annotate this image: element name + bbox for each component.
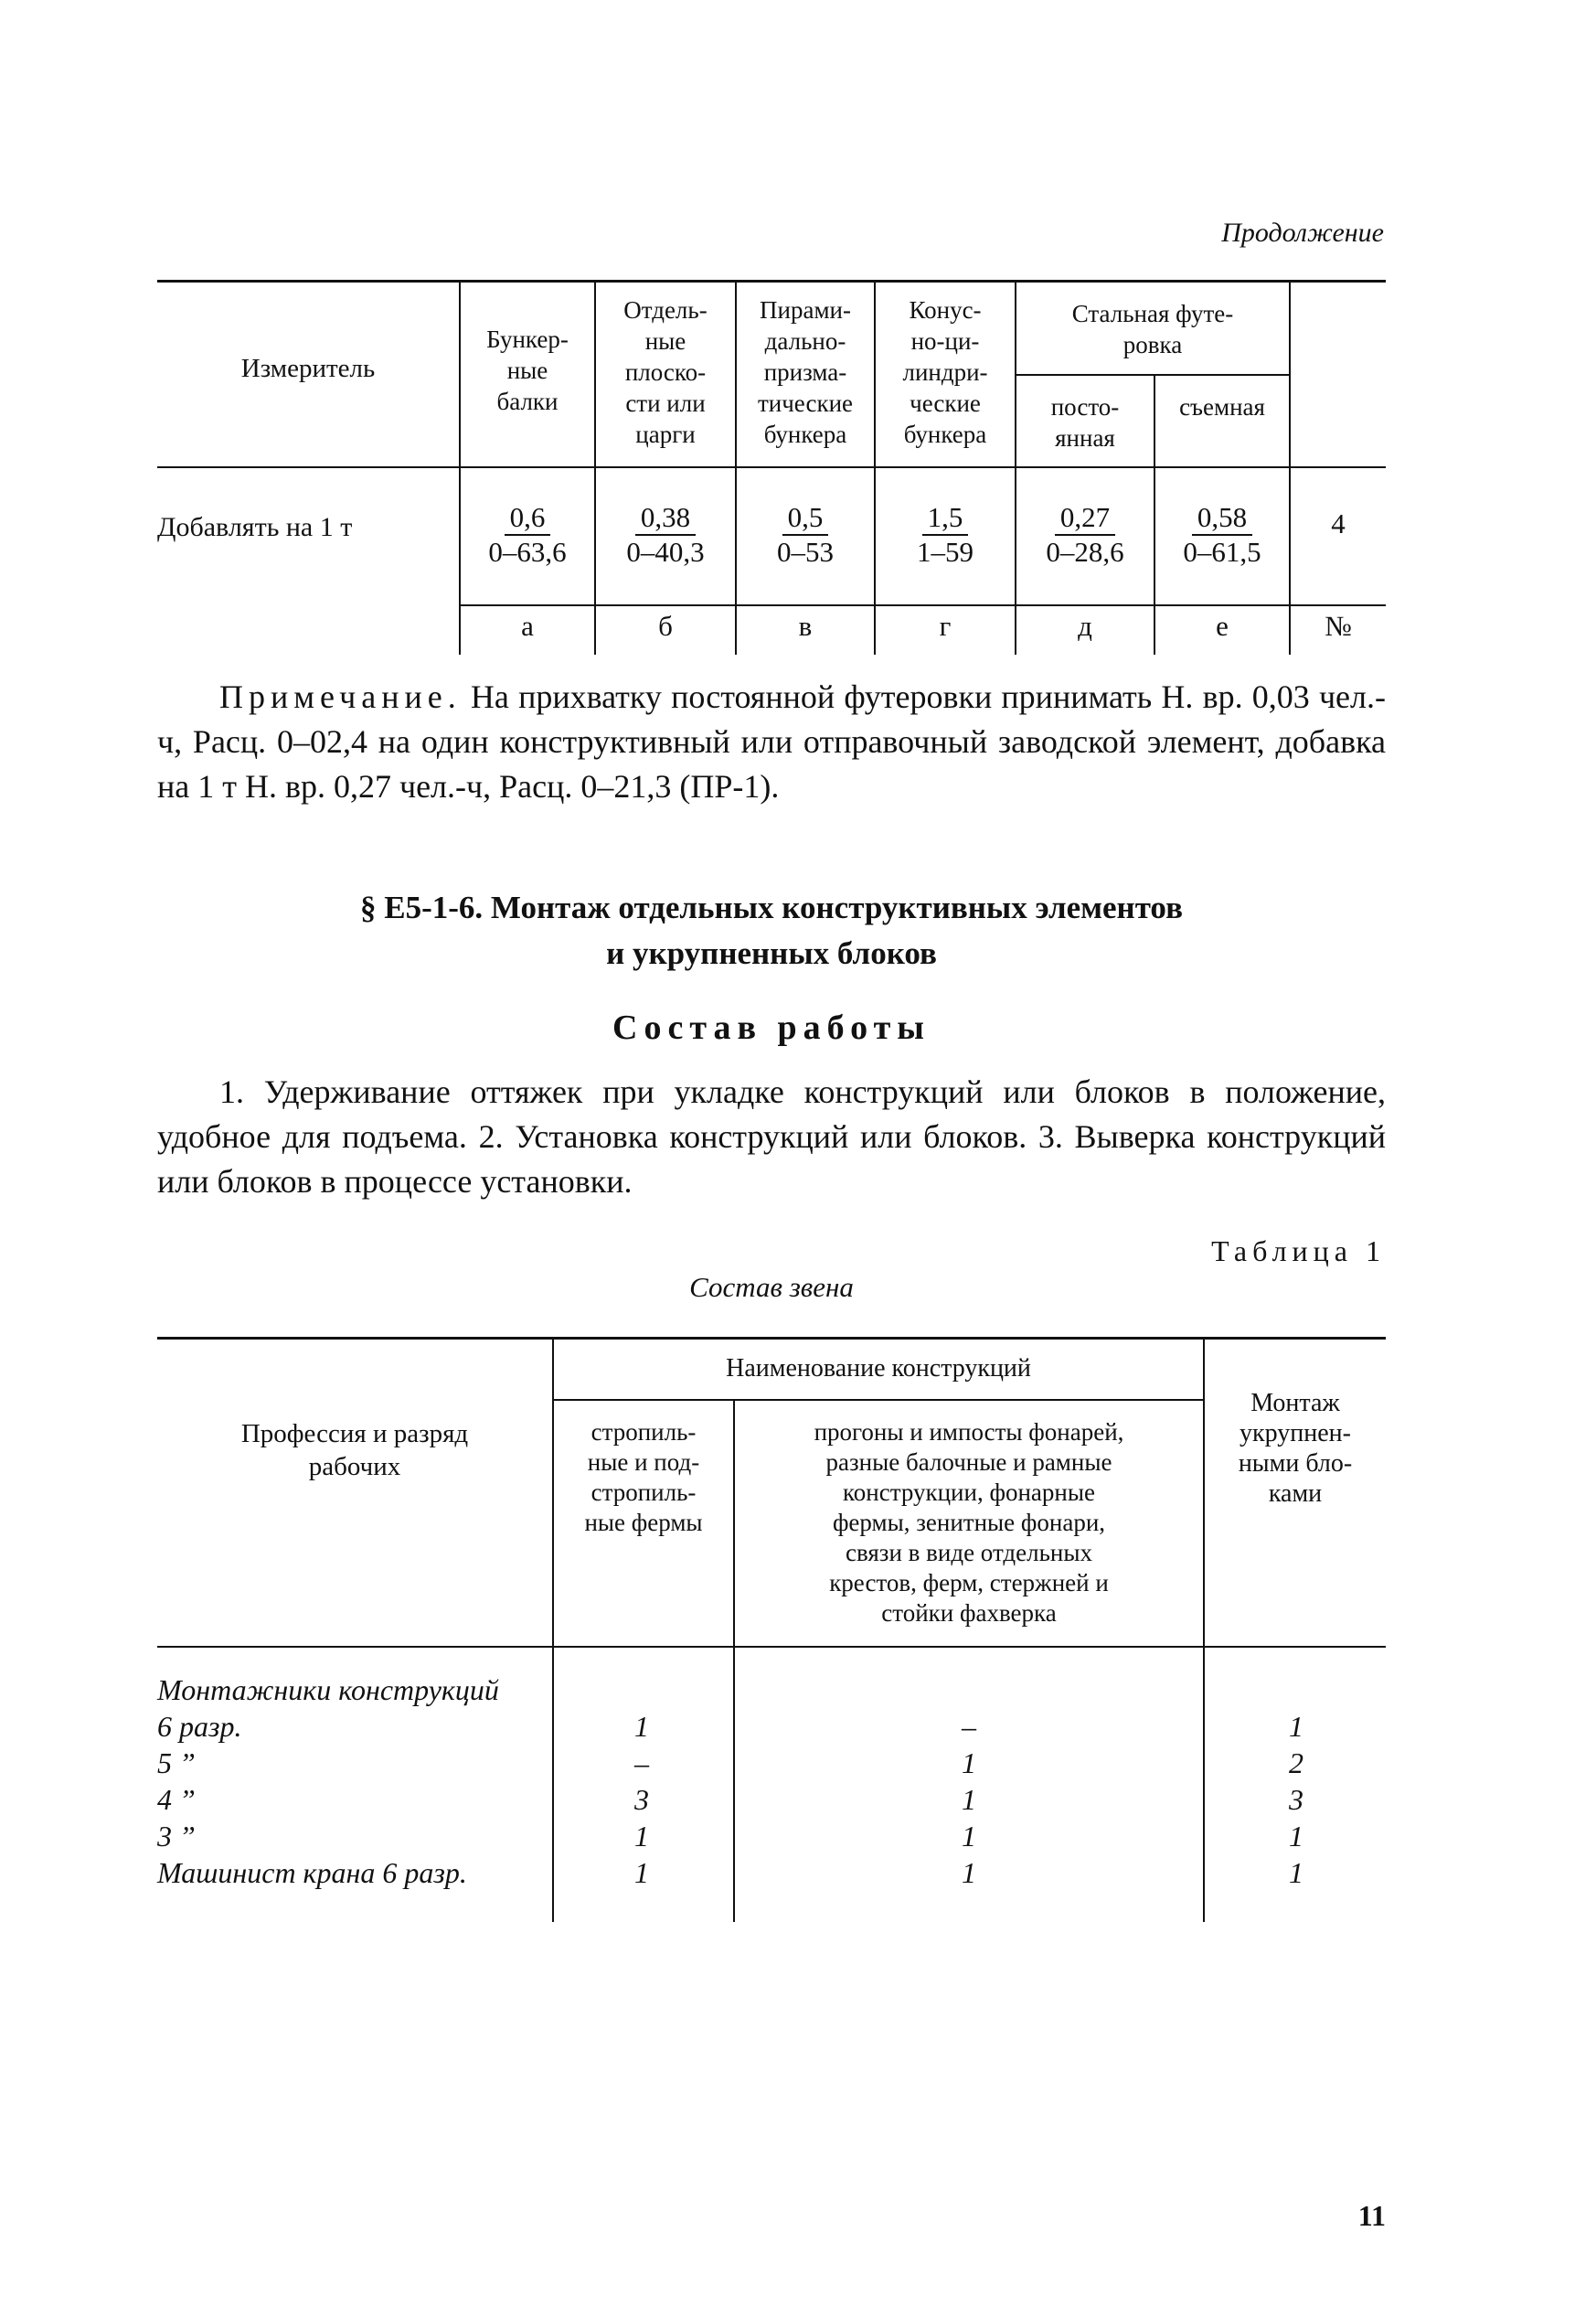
fraction-cell [737, 501, 874, 569]
row-label: 6 разр. [157, 1710, 242, 1743]
row-label: 3 ” [157, 1820, 196, 1853]
note-label: Примечание. [219, 678, 462, 715]
column-letter: е [1216, 610, 1229, 642]
header-measure: Измеритель [240, 354, 376, 383]
fraction-denominator: 0–28,6 [1046, 536, 1124, 568]
header-purlins: прогоны и импосты фонарей, разные балочные и рамные конструкции, фонарные фермы, зенитные фонари, связи в виде отдельных крестов, ферм, стержней и стойки фахверка [814, 1418, 1124, 1627]
cell-value: – [634, 1746, 649, 1779]
section-title-line-2: и укрупненных блоков [606, 935, 937, 971]
fraction-cell [876, 501, 1015, 569]
cell-value: – [962, 1710, 976, 1743]
column-letter: а [521, 610, 534, 642]
rule [459, 604, 1386, 606]
rule [157, 1646, 1386, 1648]
fraction-cell [1016, 501, 1154, 569]
table-caption: Состав звена [689, 1271, 854, 1303]
header-col-pyramidal: Пирами- дально- призма- тические бункера [757, 296, 854, 448]
fraction-denominator: 0–53 [777, 536, 834, 568]
cell-value: 1 [1289, 1856, 1303, 1889]
fraction-denominator: 0–63,6 [488, 536, 567, 568]
crew-table [157, 1337, 1386, 1922]
cell-value: 1 [634, 1856, 649, 1889]
header-col-bunker-beams: Бункер- ные балки [486, 326, 569, 415]
cell-value: 1 [962, 1856, 976, 1889]
section-title: § Е5-1-6. Монтаж отдельных конструктивных элементов [360, 890, 1183, 925]
number-sign: № [1325, 610, 1352, 642]
page-number: 11 [1357, 2199, 1386, 2232]
cell-value: 1 [962, 1746, 976, 1779]
header-col-planes: Отдель- ные плоско- сти или царги [623, 296, 708, 448]
fraction-numerator: 0,5 [782, 501, 829, 536]
fraction-numerator: 0,38 [635, 501, 696, 536]
fraction-numerator: 0,58 [1192, 501, 1252, 536]
work-text: 1. Удерживание оттяжек при укладке конструкций или блоков в положение, удобное для подъема. 2. Установка конструкций или блоков. 3. Выверка конструкций или блоков в процессе установки. [157, 1073, 1386, 1200]
work-heading: Состав работы [612, 1009, 931, 1047]
header-steel-lining: Стальная футе- ровка [1071, 300, 1234, 358]
table-top [157, 280, 1386, 655]
cell-value: 3 [1289, 1783, 1303, 1816]
fraction-denominator: 0–40,3 [626, 536, 705, 568]
header-permanent: посто- янная [1050, 393, 1120, 452]
row-label: Машинист крана 6 разр. [157, 1856, 467, 1889]
column-letter: г [939, 610, 952, 642]
row-label: 5 ” [157, 1746, 196, 1779]
fraction-numerator: 1,5 [922, 501, 969, 536]
header-block-mounting: Монтаж укрупнен- ными бло- ками [1238, 1389, 1353, 1508]
fraction-numerator: 0,27 [1055, 501, 1115, 536]
header-construction-names: Наименование конструкций [726, 1354, 1031, 1383]
fraction-cell [596, 501, 735, 569]
cell-value: 1 [962, 1820, 976, 1853]
header-col-conical: Конус- но-ци- линдри- ческие бункера [902, 296, 988, 448]
cell-value: 1 [634, 1820, 649, 1853]
rule [552, 1399, 1203, 1401]
cell-value: 1 [962, 1783, 976, 1816]
fraction-cell [1155, 501, 1289, 569]
rule [157, 1337, 1386, 1340]
row-label: 4 ” [157, 1783, 196, 1816]
rule [1289, 280, 1291, 655]
cell-value: 3 [634, 1783, 649, 1816]
rule [157, 280, 1386, 283]
header-trusses: стропиль- ные и под- стропиль- ные фермы [584, 1418, 703, 1536]
fraction-cell [461, 501, 594, 569]
row-number: 4 [1331, 507, 1346, 539]
fraction-denominator: 1–59 [917, 536, 974, 568]
note-paragraph [157, 675, 1386, 809]
continuation-label: Продолжение [1221, 218, 1384, 248]
fraction-numerator: 0,6 [505, 501, 551, 536]
cell-value: 1 [1289, 1820, 1303, 1853]
cell-value: 1 [634, 1710, 649, 1743]
column-letter: в [798, 610, 813, 642]
group-row-label: Монтажники конструкций [157, 1673, 499, 1706]
column-letter: б [658, 610, 673, 642]
rule [157, 466, 1386, 468]
cell-value: 2 [1289, 1746, 1303, 1779]
table-number: Таблица 1 [1211, 1234, 1386, 1267]
column-letter: д [1078, 610, 1092, 642]
cell-value: 1 [1289, 1710, 1303, 1743]
header-profession: Профессия и разряд рабочих [240, 1419, 469, 1481]
row-label: Добавлять на 1 т [157, 512, 353, 542]
note-text: На прихватку постоянной футеровки принимать Н. вр. 0,03 чел.-ч, Расц. 0–02,4 на один конструктивный или отправочный заводской элемент, добавка на 1 т Н. вр. 0,27 чел.-ч, Расц. 0–21,3 (ПР-1). [157, 678, 1386, 805]
fraction-denominator: 0–61,5 [1183, 536, 1261, 568]
rule [1015, 374, 1289, 376]
header-removable: съемная [1179, 393, 1265, 421]
